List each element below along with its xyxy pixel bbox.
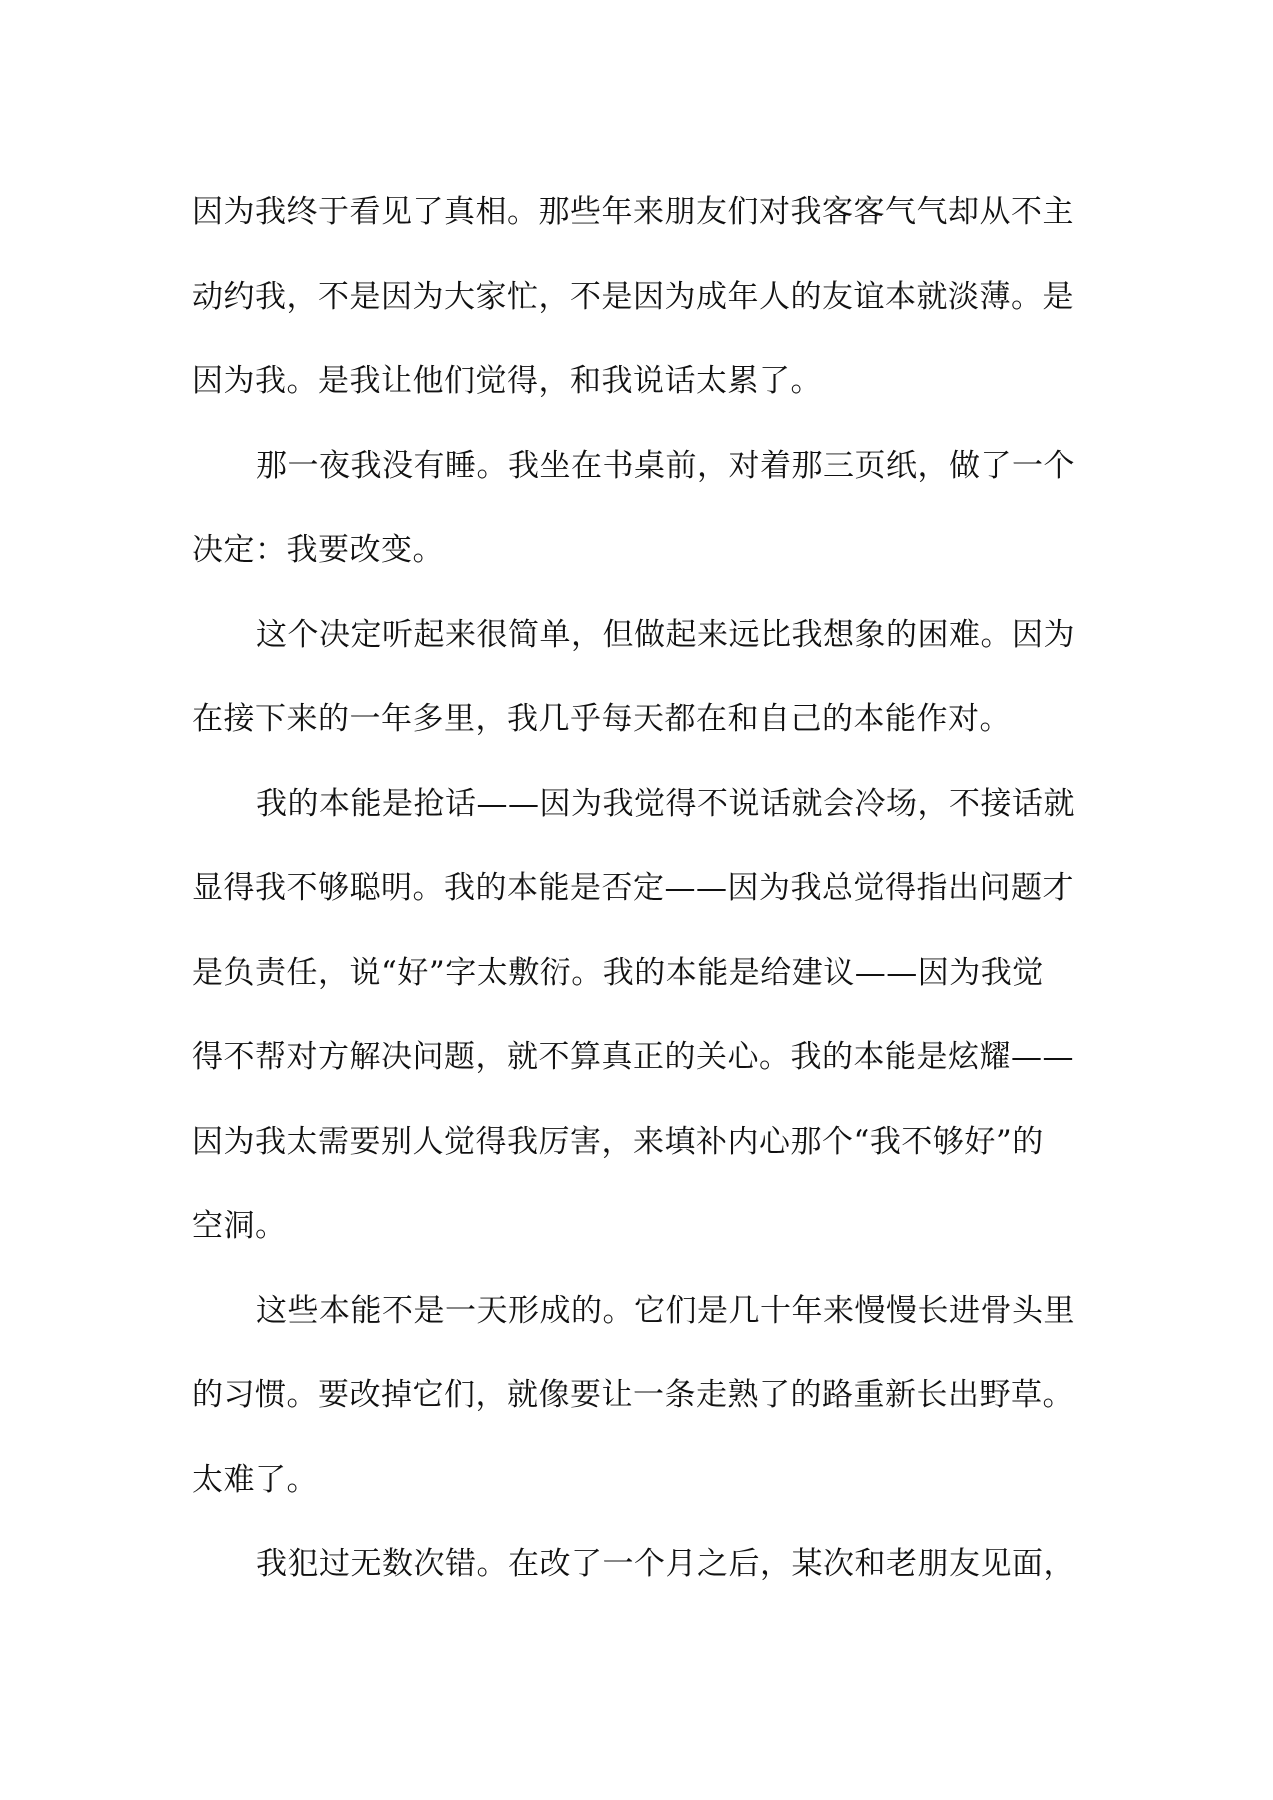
text-line: 得不帮对方解决问题，就不算真正的关心。我的本能是炫耀—— <box>192 1039 1074 1075</box>
text-line: 这些本能不是一天形成的。它们是几十年来慢慢长进骨头里 <box>256 1292 1075 1329</box>
text-line: 的习惯。要改掉它们，就像要让一条走熟了的路重新长出野草。 <box>192 1377 1074 1413</box>
text-line: 空洞。 <box>192 1208 287 1244</box>
text-line: 这个决定听起来很简单，但做起来远比我想象的困难。因为 <box>256 616 1075 653</box>
text-line: 因为我太需要别人觉得我厉害，来填补内心那个“我不够好”的 <box>192 1123 1044 1160</box>
text-line: 我的本能是抢话——因为我觉得不说话就会冷场，不接话就 <box>256 785 1075 822</box>
text-line: 动约我，不是因为大家忙，不是因为成年人的友谊本就淡薄。是 <box>192 278 1074 315</box>
text-line: 因为我。是我让他们觉得，和我说话太累了。 <box>192 363 822 399</box>
text-line: 我犯过无数次错。在改了一个月之后，某次和老朋友见面， <box>256 1546 1075 1582</box>
text-line: 在接下来的一年多里，我几乎每天都在和自己的本能作对。 <box>192 701 1011 737</box>
text-line: 那一夜我没有睡。我坐在书桌前，对着那三页纸，做了一个 <box>256 447 1075 484</box>
text-line: 因为我终于看见了真相。那些年来朋友们对我客客气气却从不主 <box>192 194 1074 230</box>
text-line: 决定：我要改变。 <box>192 532 444 568</box>
text-line: 太难了。 <box>192 1461 318 1498</box>
text-line: 显得我不够聪明。我的本能是否定——因为我总觉得指出问题才 <box>192 870 1074 906</box>
text-line: 是负责任，说“好”字太敷衍。我的本能是给建议——因为我觉 <box>192 954 1044 991</box>
body-text <box>192 170 1092 1607</box>
